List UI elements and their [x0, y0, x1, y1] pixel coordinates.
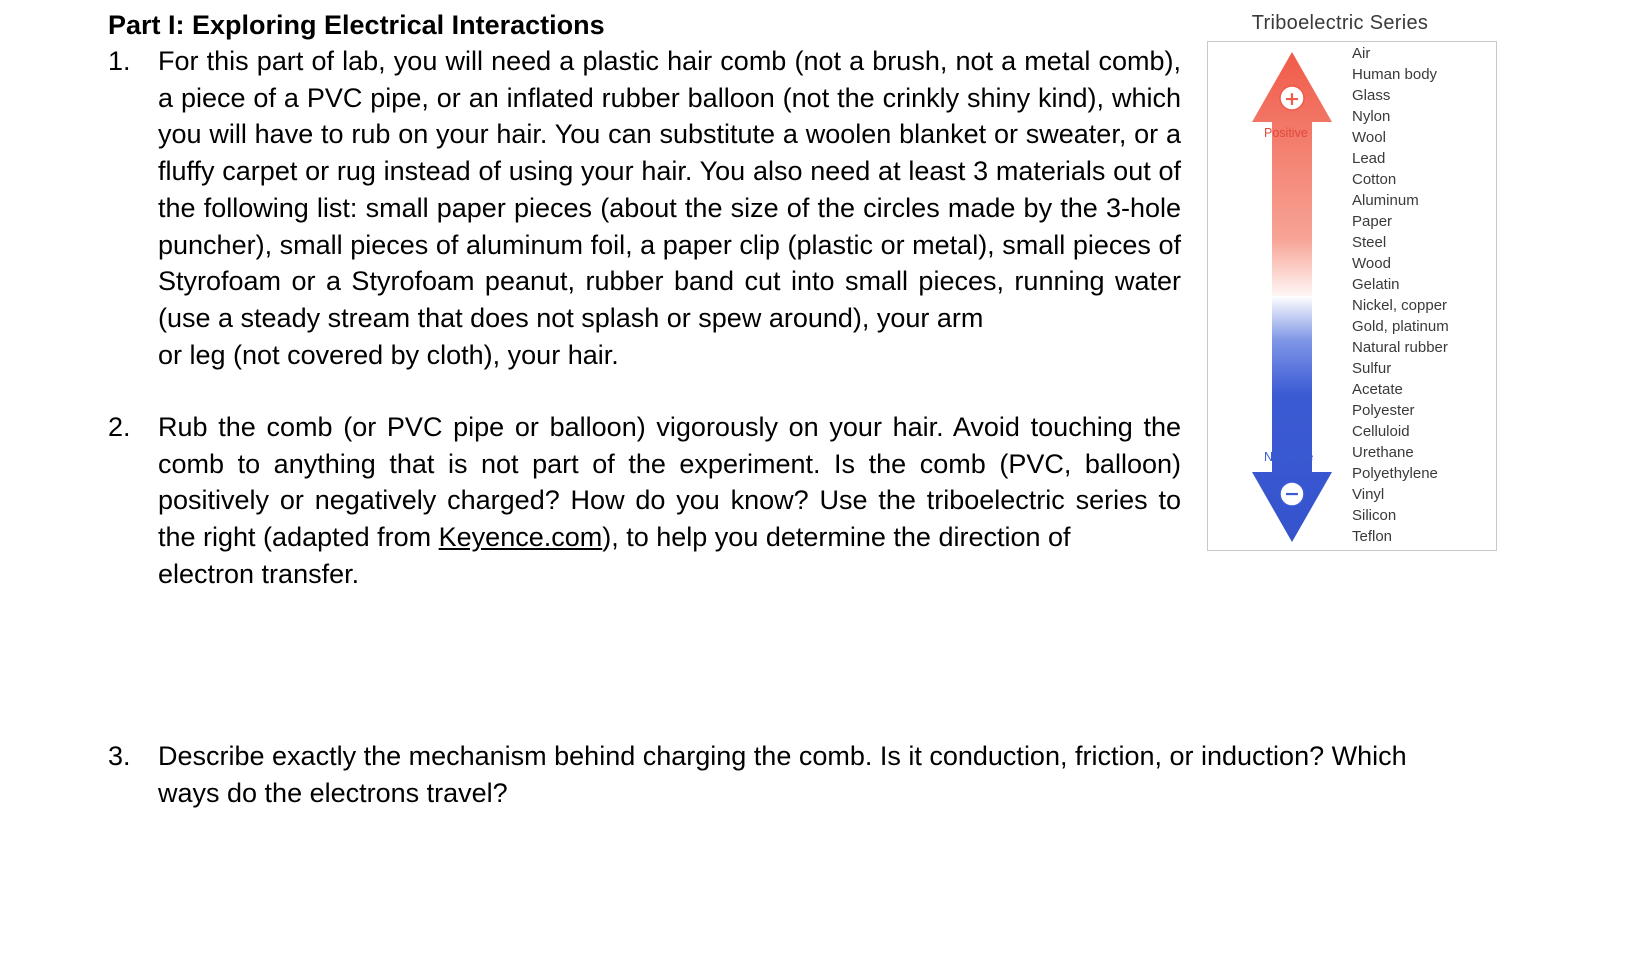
material-item: Gold, platinum — [1352, 318, 1449, 335]
minus-symbol: − — [1284, 483, 1300, 505]
material-item: Aluminum — [1352, 192, 1419, 209]
keyence-link[interactable]: Keyence.com — [438, 522, 603, 553]
question-body — [158, 43, 1181, 373]
material-item: Wool — [1352, 129, 1386, 146]
triboelectric-materials-list — [1352, 43, 1449, 547]
question-last-line: or leg (not covered by cloth), your hair. — [158, 339, 619, 370]
material-item: Gelatin — [1352, 276, 1400, 293]
question-2 — [108, 409, 1181, 593]
material-item: Steel — [1352, 234, 1387, 251]
material-item: Paper — [1352, 213, 1393, 230]
positive-label: Positive — [1264, 126, 1308, 140]
material-item: Silicon — [1352, 507, 1397, 524]
question-text: For this part of lab, you will need a plastic hair comb (not a brush, not a metal comb), a piece of a PVC pipe, or an inflated rubber balloon (not the crinkly shiny kind), which you will have to rub on your hair. You can substitute a woolen blanket or sweater, or a fluffy carpet or rug instead of using your hair. You also need at least 3 materials out of the following list: small paper pieces (about the size of the circles made by the 3-hole puncher), small pieces of aluminum foil, a paper clip (plastic or metal), small pieces of Styrofoam or a Styrofoam peanut, rubber band cut into small pieces, running water (use a steady stream that does not splash or spew around), your arm — [158, 46, 1181, 333]
question-text: Rub the comb (or PVC pipe or balloon) vigorously on your hair. Avoid touching the comb to anything that is not part of the experiment. Is the comb (PVC, balloon) positively or negatively charged? How do you know? Use the triboelectric series to the right (adapted from — [158, 412, 1181, 553]
material-item: Urethane — [1352, 444, 1414, 461]
question-number: 1. — [108, 46, 131, 76]
question-text-continued: ), to help you determine the direction of — [602, 522, 1071, 553]
material-item: Vinyl — [1352, 486, 1385, 503]
question-last-line: ways do the electrons travel? — [158, 777, 508, 808]
material-item: Natural rubber — [1352, 339, 1448, 356]
question-body — [158, 738, 1498, 811]
material-item: Teflon — [1352, 528, 1393, 545]
material-item: Lead — [1352, 150, 1386, 167]
triboelectric-title: Triboelectric Series — [1251, 12, 1429, 34]
material-item: Acetate — [1352, 381, 1403, 398]
material-item: Human body — [1352, 66, 1438, 83]
question-text: Describe exactly the mechanism behind charging the comb. Is it conduction, friction, or induction? Which — [158, 741, 1407, 771]
material-item: Celluloid — [1352, 423, 1410, 440]
section-heading: Part I: Exploring Electrical Interactions — [108, 10, 605, 40]
material-item: Nickel, copper — [1352, 297, 1448, 314]
material-item: Polyester — [1352, 402, 1415, 419]
material-item: Glass — [1352, 87, 1391, 104]
material-item: Cotton — [1352, 171, 1397, 188]
question-body — [158, 409, 1181, 593]
material-item: Air — [1352, 45, 1371, 62]
material-item: Wood — [1352, 255, 1391, 272]
question-number: 3. — [108, 741, 131, 771]
question-1 — [108, 43, 1181, 373]
negative-label: Negative — [1264, 450, 1314, 464]
question-last-line: electron transfer. — [158, 558, 360, 589]
material-item: Sulfur — [1352, 360, 1392, 377]
material-item: Polyethylene — [1352, 465, 1438, 482]
material-item: Nylon — [1352, 108, 1391, 125]
question-3 — [108, 738, 1498, 811]
question-number: 2. — [108, 412, 131, 442]
triboelectric-arrow-graphic — [1240, 48, 1350, 548]
plus-symbol: + — [1284, 88, 1300, 110]
